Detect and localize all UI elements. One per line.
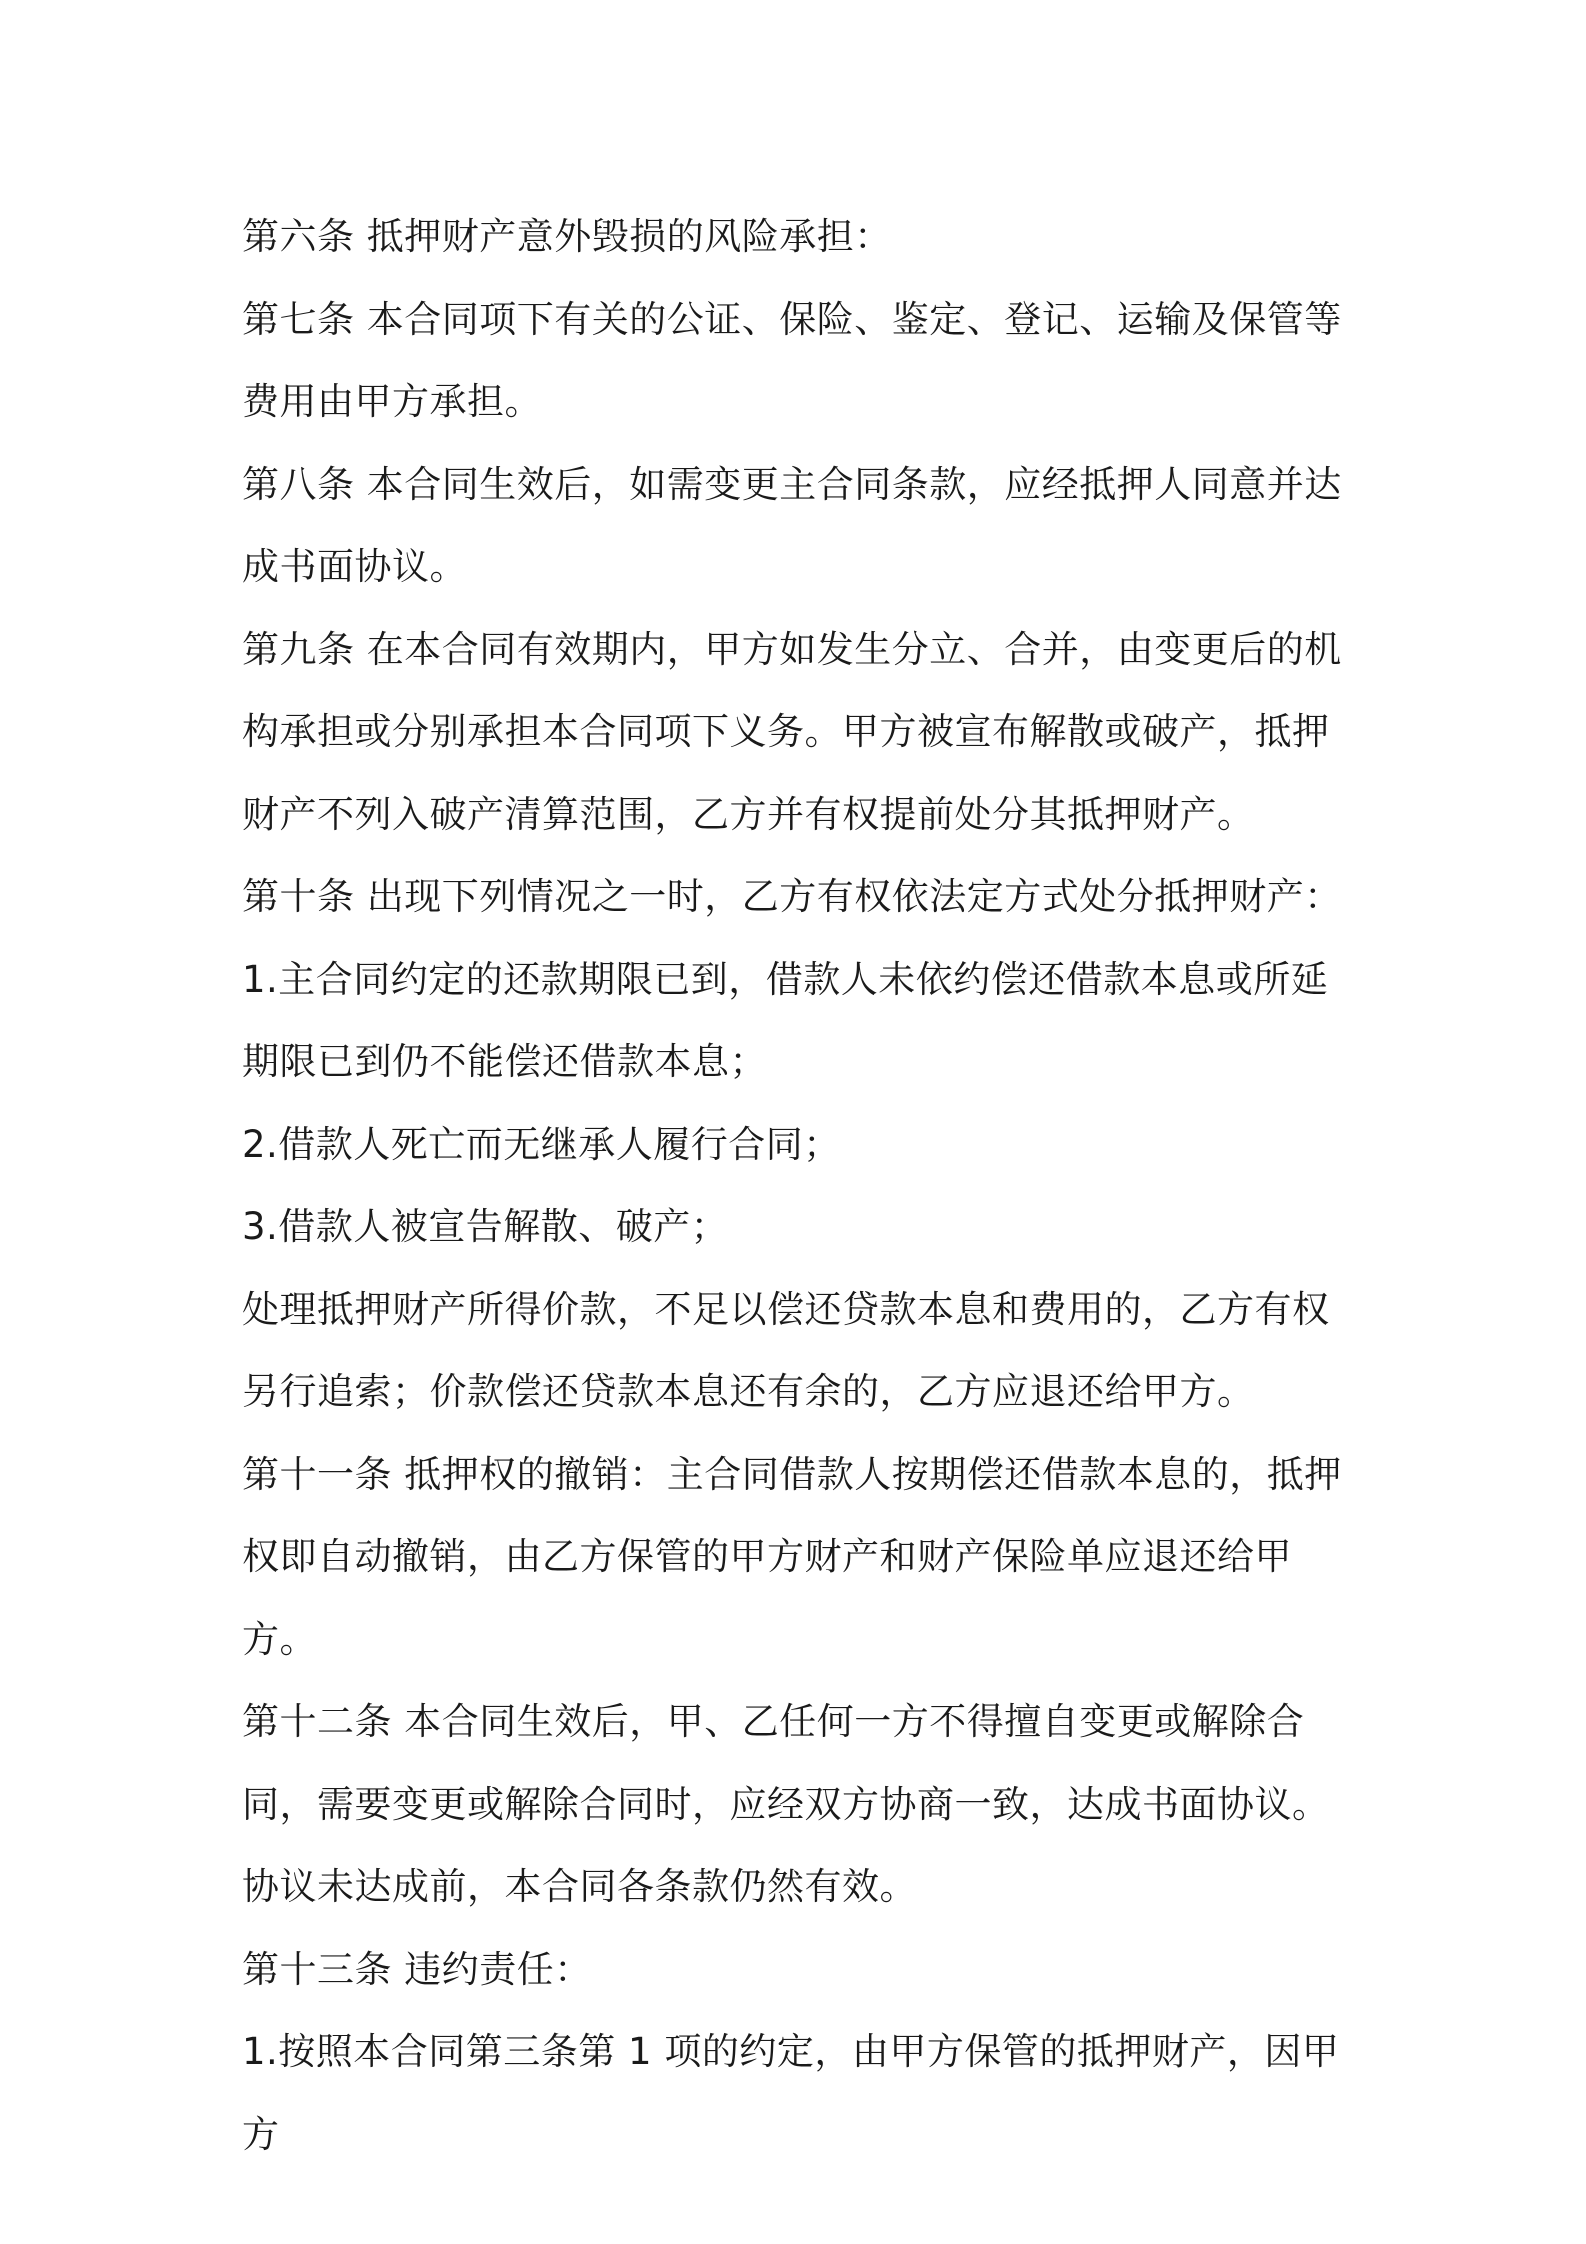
clause-9: 第九条 在本合同有效期内，甲方如发生分立、合并，由变更后的机构承担或分别承担本合同项下义务。甲方被宣布解散或破产，抵押财产不列入破产清算范围，乙方并有权提前处分其抵押财产。 [242,627,1342,836]
clause-10-item-2: 2.借款人死亡而无继承人履行合同； [242,1122,841,1166]
clause-10: 第十条 出现下列情况之一时，乙方有权依法定方式处分抵押财产： [242,875,1342,918]
clause-11: 第十一条 抵押权的撤销：主合同借款人按期偿还借款本息的，抵押权即自动撤销，由乙方保管的甲方财产和财产保险单应退还给甲方。 [242,1452,1342,1661]
clause-13-item-1: 1.按照本合同第三条第 1 项的约定，由甲方保管的抵押财产，因甲方 [242,2030,1340,2156]
clause-13: 第十三条 违约责任： [242,1947,592,1991]
clause-12: 第十二条 本合同生效后，甲、乙任何一方不得擅自变更或解除合同，需要变更或解除合同时，应经双方协商一致，达成书面协议。协议未达成前，本合同各条款仍然有效。 [242,1700,1330,1908]
document-body [242,196,1362,2176]
clause-6: 第六条 抵押财产意外毁损的风险承担： [242,215,892,258]
clause-10-item-1: 1.主合同约定的还款期限已到，借款人未依约偿还借款本息或所延期限已到仍不能偿还借款本息； [242,957,1329,1083]
clause-10-proceeds: 处理抵押财产所得价款，不足以偿还贷款本息和费用的，乙方有权另行追索；价款偿还贷款本息还有余的，乙方应退还给甲方。 [242,1287,1330,1413]
clause-7: 第七条 本合同项下有关的公证、保险、鉴定、登记、运输及保管等费用由甲方承担。 [242,297,1342,423]
clause-10-item-3: 3.借款人被宣告解散、破产； [242,1205,729,1248]
clause-8: 第八条 本合同生效后，如需变更主合同条款，应经抵押人同意并达成书面协议。 [242,462,1342,588]
